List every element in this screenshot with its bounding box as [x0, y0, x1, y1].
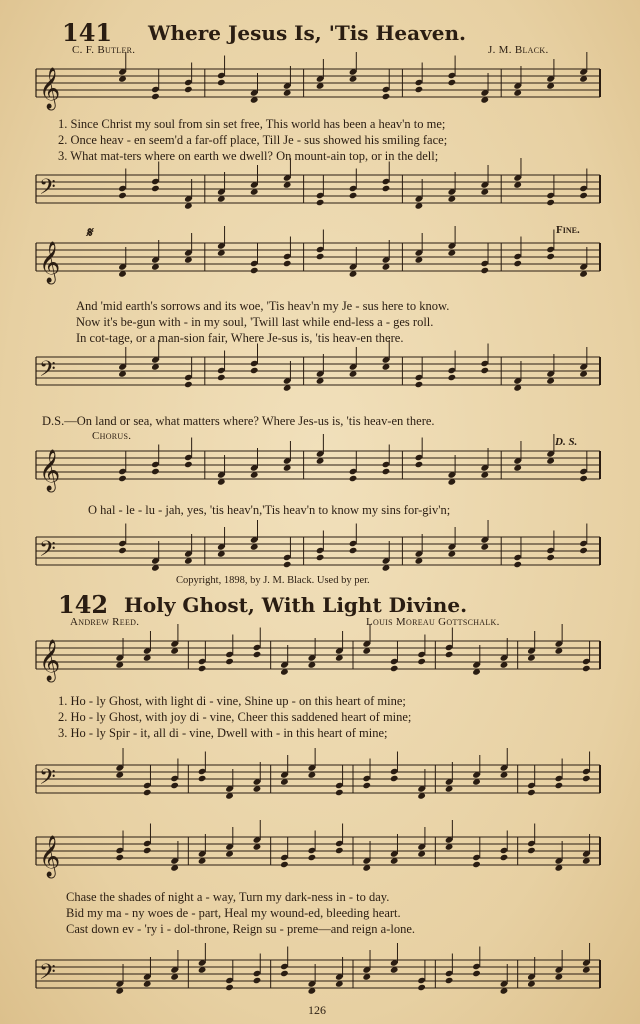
note-head [448, 374, 457, 381]
note-head [316, 554, 325, 561]
note-head [316, 199, 325, 206]
note-head [480, 267, 489, 274]
fine-mark: Fine. [556, 224, 580, 236]
hymn-142-verse2-line1: Chase the shades of night a - way, Turn my dark-ness in - to day. [66, 890, 390, 904]
ds-mark: D. S. [555, 436, 578, 448]
note-head [349, 192, 358, 199]
note-head [415, 461, 424, 468]
note-head [500, 854, 509, 861]
note-head [472, 970, 481, 977]
note-head [582, 775, 591, 782]
note-head [382, 93, 391, 100]
note-head [390, 775, 399, 782]
note-head [445, 651, 454, 658]
note-head [390, 665, 399, 672]
note-head [170, 782, 179, 789]
chorus-lyric-line: O hal - le - lu - jah, yes, 'tis heav'n,'Tis heav'n to know my sins for-giv'n; [88, 503, 451, 517]
hymn-141-verse1-line2: 2. Once heav - en seem'd a far-off place, Till Je - sus showed his smiling face; [58, 133, 448, 147]
note-head [280, 861, 289, 868]
note-head [118, 475, 127, 482]
hymn-141-lyricist: C. F. Butler. [72, 44, 136, 56]
note-head [546, 554, 555, 561]
hymn-141-verse1-line1: 1. Since Christ my soul from sin set free, This world has been a heav'n to me; [58, 117, 446, 131]
note-head [316, 253, 325, 260]
note-head [527, 847, 536, 854]
note-head [184, 86, 193, 93]
note-head [250, 367, 259, 374]
treble-clef-icon: 𝄞 [39, 242, 61, 283]
hymn-141-verse2-line3: In cot-tage, or a man-sion fair, Where Je-sus is, 'tis heav-en there. [76, 331, 404, 345]
treble-clef-icon: 𝄞 [39, 836, 61, 877]
hymn-141-verse2-line1: And 'mid earth's sorrows and its woe, 'Tis heav'n my Je - sus here to know. [76, 299, 450, 313]
note-head [349, 547, 358, 554]
note-head [283, 260, 292, 267]
note-head [417, 658, 426, 665]
note-head [382, 185, 391, 192]
hymn-142-verse2-line3: Cast down ev - 'ry i - dol-throne, Reign su - preme—and reign a-lone. [66, 922, 416, 936]
hymn-142-verse1-line2: 2. Ho - ly Ghost, with joy di - vine, Cheer this saddened heart of mine; [58, 710, 412, 724]
note-head [579, 475, 588, 482]
note-head [362, 782, 371, 789]
bass-clef-icon: 𝄢 [39, 537, 56, 567]
note-head [118, 547, 127, 554]
note-head [349, 475, 358, 482]
hymn-141-title: Where Jesus Is, 'Tis Heaven. [148, 21, 466, 45]
note-head [513, 561, 522, 568]
note-head [582, 665, 591, 672]
note-head [198, 775, 207, 782]
hymn-142-verse2-line2: Bid my ma - ny woes de - part, Heal my wound-ed, bleeding heart. [66, 906, 401, 920]
hymn-142-lyricist: Andrew Reed. [70, 616, 140, 628]
treble-clef-icon: 𝄞 [39, 450, 61, 491]
note-head [445, 977, 454, 984]
bass-clef-icon: 𝄢 [39, 765, 56, 795]
note-head [513, 260, 522, 267]
note-head [382, 468, 391, 475]
note-head [217, 79, 226, 86]
note-head [480, 367, 489, 374]
note-head [151, 468, 160, 475]
note-head [283, 561, 292, 568]
note-head [184, 461, 193, 468]
note-head [253, 651, 262, 658]
note-head [335, 789, 344, 796]
page-number: 126 [308, 1003, 326, 1017]
note-head [151, 185, 160, 192]
note-head [250, 267, 259, 274]
hymn-142-composer: Louis Moreau Gottschalk. [366, 616, 500, 628]
hymn-141-verse2-line2: Now it's be-gun with - in my soul, 'Twill last while end-less a - ges roll. [76, 315, 434, 329]
note-head [527, 789, 536, 796]
note-head [546, 253, 555, 260]
note-head [546, 199, 555, 206]
segno-mark: 𝄋 [86, 226, 93, 241]
treble-clef-icon: 𝄞 [39, 640, 61, 681]
note-head [579, 192, 588, 199]
note-head [308, 854, 317, 861]
note-head [415, 381, 424, 388]
hymn-142-verse1-line3: 3. Ho - ly Spir - it, all di - vine, Dwell with - in this heart of mine; [58, 726, 388, 740]
note-head [472, 861, 481, 868]
note-head [151, 93, 160, 100]
treble-clef-icon: 𝄞 [39, 68, 61, 109]
note-head [184, 381, 193, 388]
hymn-141-composer: J. M. Black. [488, 44, 549, 56]
note-head [225, 658, 234, 665]
note-head [335, 847, 344, 854]
note-head [143, 789, 152, 796]
copyright-notice: Copyright, 1898, by J. M. Black. Used by per. [176, 575, 370, 586]
note-head [217, 374, 226, 381]
hymn-142-verse1-line1: 1. Ho - ly Ghost, with light di - vine, Shine up - on this heart of mine; [58, 694, 406, 708]
note-head [198, 665, 207, 672]
note-head [417, 984, 426, 991]
note-head [115, 854, 124, 861]
note-head [448, 79, 457, 86]
bass-clef-icon: 𝄢 [39, 960, 56, 990]
hymn-141-number: 141 [62, 18, 113, 47]
hymn-142-number: 142 [58, 590, 109, 619]
hymn-142-title: Holy Ghost, With Light Divine. [124, 593, 468, 617]
bass-clef-icon: 𝄢 [39, 175, 56, 205]
note-head [143, 847, 152, 854]
note-head [555, 782, 564, 789]
note-head [118, 192, 127, 199]
note-head [415, 86, 424, 93]
note-head [225, 984, 234, 991]
bass-clef-icon: 𝄢 [39, 357, 56, 387]
chorus-label: Chorus. [92, 430, 132, 442]
note-head [280, 970, 289, 977]
note-head [579, 547, 588, 554]
ds-lyric-line: D.S.—On land or sea, what matters where? Where Jes-us is, 'tis heav-en there. [42, 414, 435, 428]
hymn-141-verse1-line3: 3. What mat-ters where on earth we dwell? On mount-ain top, or in the dell; [58, 149, 439, 163]
note-head [253, 977, 262, 984]
